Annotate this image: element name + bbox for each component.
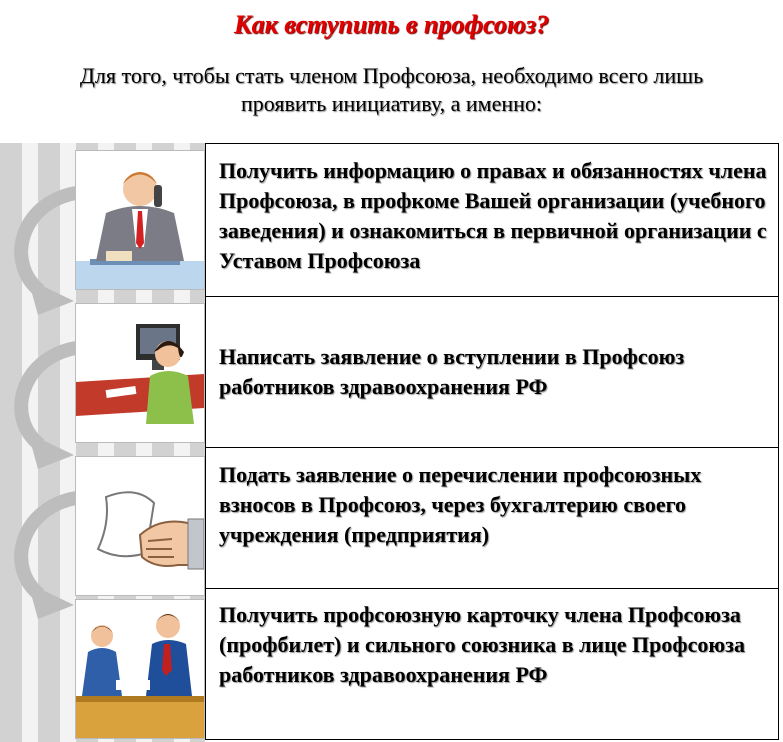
intro-text	[20, 62, 763, 118]
two-people-meeting-icon	[76, 600, 204, 738]
arrow-head-3	[28, 583, 74, 619]
step-3-cell	[206, 460, 778, 588]
step-4-text: Получить профсоюзную карточку члена Профсоюза (профбилет) и сильного союзника в лице Профсоюза работников здравоохранения РФ	[219, 602, 746, 687]
page-title: Как вступить в профсоюз?	[234, 10, 549, 39]
row-divider-3	[206, 588, 778, 589]
arrow-heads	[28, 279, 74, 619]
step-2-picture	[75, 303, 205, 443]
step-4-picture	[75, 599, 205, 739]
step-1-text: Получить информацию о правах и обязанностях члена Профсоюза, в профкоме Вашей организации (учебного заведения) и ознакомиться в первичной организации с Уставом Профсоюза	[219, 158, 767, 273]
step-3-text: Подать заявление о перечислении профсоюзных взносов в Профсоюз, через бухгалтерию своего учреждения (предприятия)	[219, 462, 702, 547]
arrow-head-2	[28, 433, 74, 469]
hand-with-paper-icon	[76, 457, 204, 595]
intro-line-1: Для того, чтобы стать членом Профсоюза, необходимо всего лишь	[79, 63, 704, 88]
man-on-phone-icon	[76, 151, 204, 289]
step-4-cell	[206, 600, 778, 738]
step-1-cell	[206, 156, 778, 296]
intro-line-2: проявить инициативу, а именно:	[240, 91, 543, 116]
step-2-cell	[206, 297, 778, 447]
step-2-text: Написать заявление о вступлении в Профсоюз работников здравоохранения РФ	[219, 344, 685, 399]
step-1-picture	[75, 150, 205, 290]
arrow-curves	[21, 193, 76, 595]
arrow-head-1	[28, 279, 74, 315]
steps-table	[205, 143, 779, 740]
row-divider-2	[206, 447, 778, 448]
woman-at-computer-icon	[76, 304, 204, 442]
step-3-picture	[75, 456, 205, 596]
